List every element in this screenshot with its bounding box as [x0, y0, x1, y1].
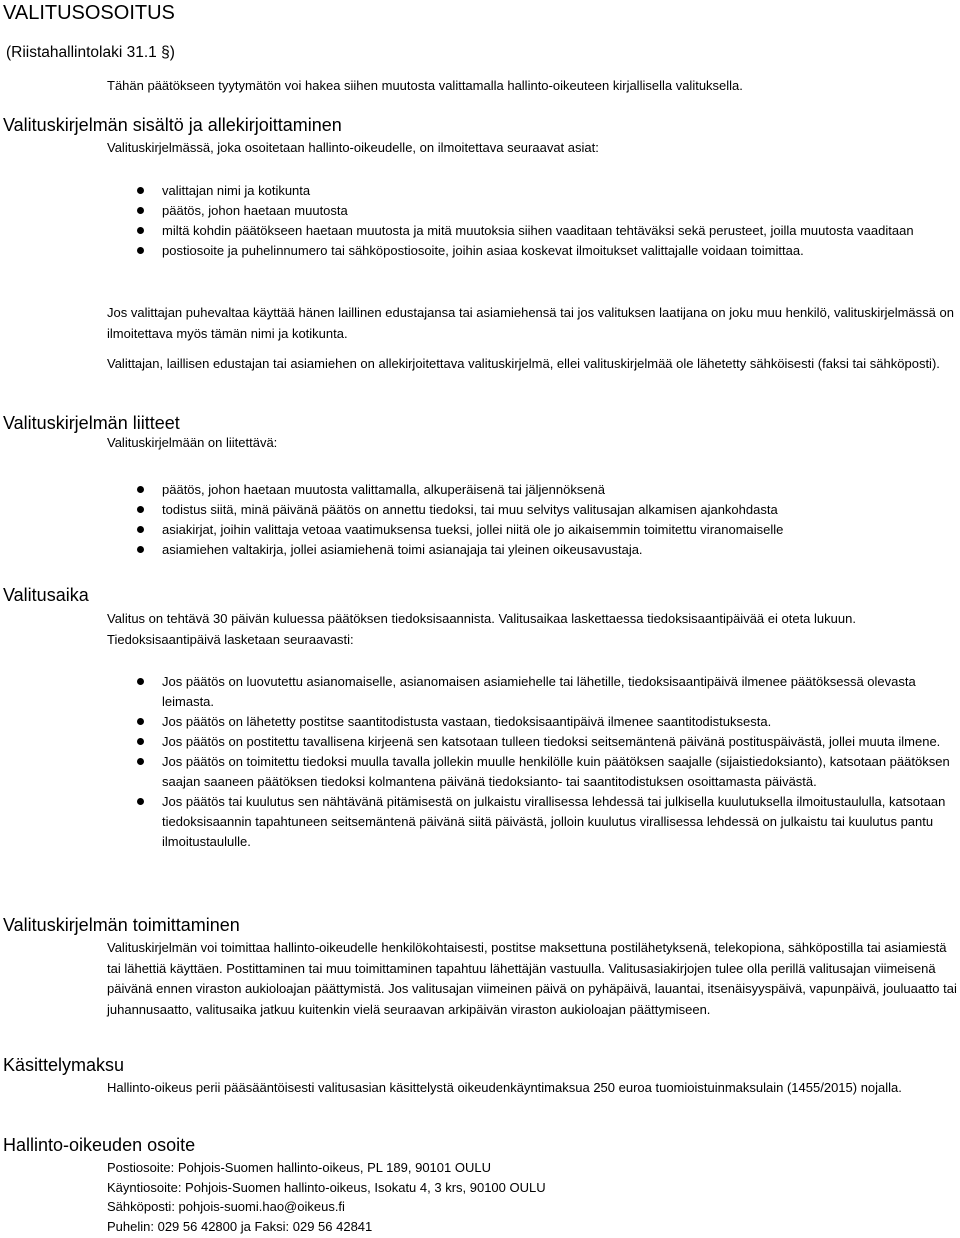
- contents-list: [137, 181, 957, 261]
- fee-paragraph: Hallinto-oikeus perii pääsääntöisesti valitusasian käsittelystä oikeudenkäyntimaksua 250 euroa tuomioistuinmaksulain (1455/2015) nojalla.: [107, 1080, 902, 1095]
- list-item: päätös, johon haetaan muutosta valittamalla, alkuperäisenä tai jäljennöksenä: [137, 480, 957, 500]
- list-item: asiakirjat, joihin valittaja vetoaa vaatimuksensa tueksi, jollei niitä ole jo aikaisemmin toimitettu viranomaiselle: [137, 520, 957, 540]
- heading-delivery: Valituskirjelmän toimittaminen: [3, 915, 240, 935]
- intro-paragraph: Tähän päätökseen tyytymätön voi hakea siihen muutosta valittamalla hallinto-oikeuteen kirjallisella valituksella.: [107, 78, 743, 93]
- attachments-list: [137, 480, 957, 560]
- postal-address: Postiosoite: Pohjois-Suomen hallinto-oikeus, PL 189, 90101 OULU: [107, 1160, 491, 1175]
- list-item: Jos päätös on luovutettu asianomaiselle, asianomaisen asiamiehelle tai lähetille, tiedoksisaantipäivä ilmenee päätöksessä olevasta leimasta.: [137, 672, 957, 712]
- signature-paragraph: Valittajan, laillisen edustajan tai asiamiehen on allekirjoitettava valituskirjelmä, ellei valituskirjelmää ole lähetetty sähköisesti (faksi tai sähköposti).: [107, 356, 940, 371]
- list-item: Jos päätös tai kuulutus sen nähtävänä pitämisestä on julkaistu virallisessa lehdessä tai julkisella kuulutuksella ilmoitustaululla, katsotaan tiedoksisaannin tapahtuneen seitsemäntenä päivänä siitä päivästä, jolloin kuulutus virallisessa lehdessä on julkaistu tai kuulutus pantu ilmoitustaululle.: [137, 792, 957, 852]
- heading-address: Hallinto-oikeuden osoite: [3, 1135, 196, 1155]
- heading-contents: Valituskirjelmän sisältö ja allekirjoittaminen: [3, 115, 342, 135]
- contents-lead: Valituskirjelmässä, joka osoitetaan hallinto-oikeudelle, on ilmoitettava seuraavat asiat:: [107, 140, 599, 155]
- list-item: Jos päätös on toimitettu tiedoksi muulla tavalla jollekin muulle henkilölle kuin päätöksen saajalle (sijaistiedoksianto), katsotaan päätöksen saajan saaneen päätöksen tiedoksi kolmantena päivänä tiedoksianto- tai saantitodistuksen osoittamasta päivästä.: [137, 752, 957, 792]
- document-subtitle: (Riistahallintolaki 31.1 §): [6, 44, 175, 61]
- email-address: Sähköposti: pohjois-suomi.hao@oikeus.fi: [107, 1199, 345, 1214]
- deadline-lead: Valitus on tehtävä 30 päivän kuluessa päätöksen tiedoksisaannista. Valitusaikaa laskettaessa tiedoksisaantipäivää ei oteta lukuun. Tiedoksisaantipäivä lasketaan seuraavasti:: [107, 611, 856, 647]
- heading-deadline: Valitusaika: [3, 585, 89, 605]
- attachments-lead: Valituskirjelmään on liitettävä:: [107, 435, 278, 450]
- list-item: todistus siitä, minä päivänä päätös on annettu tiedoksi, tai muu selvitys valitusajan alkamisen ajankohdasta: [137, 500, 957, 520]
- representative-paragraph: Jos valittajan puhevaltaa käyttää hänen laillinen edustajansa tai asiamiehensä tai jos valituksen laatijana on joku muu henkilö, valituskirjelmässä on ilmoitettava myös tämän nimi ja kotikunta.: [107, 305, 954, 341]
- list-item: Jos päätös on lähetetty postitse saantitodistusta vastaan, tiedoksisaantipäivä ilmenee saantitodistuksesta.: [137, 712, 957, 732]
- list-item: päätös, johon haetaan muutosta: [137, 201, 957, 221]
- document-title: VALITUSOSOITUS: [3, 2, 175, 24]
- delivery-paragraph: Valituskirjelmän voi toimittaa hallinto-oikeudelle henkilökohtaisesti, postitse maksettuna postilähetyksenä, telekopiona, sähköpostilla tai asiamiestä tai lähettiä käyttäen. Postittaminen tai muu toimittaminen tapahtuu lähettäjän vastuulla. Valitusasiakirjojen tulee olla perillä valitusajan viimeisenä päivänä ennen viraston aukioloajan päättymistä. Jos valitusajan viimeinen päivä on pyhäpäivä, lauantai, itsenäisyyspäivä, vapunpäivä, jouluaatto tai juhannusaatto, valitusaika jatkuu kuitenkin vielä seuraavan arkipäivän viraston aukioloajan päättymiseen.: [107, 940, 957, 1017]
- list-item: postiosoite ja puhelinnumero tai sähköpostiosoite, joihin asiaa koskevat ilmoitukset valittajalle voidaan toimittaa.: [137, 241, 957, 261]
- list-item: Jos päätös on postitettu tavallisena kirjeenä sen katsotaan tulleen tiedoksi seitsemäntenä päivänä postituspäivästä, jollei muuta ilmene.: [137, 732, 957, 752]
- heading-attachments: Valituskirjelmän liitteet: [3, 413, 180, 433]
- deadline-list: [137, 672, 957, 852]
- list-item: asiamiehen valtakirja, jollei asiamiehenä toimi asianajaja tai yleinen oikeusavustaja.: [137, 540, 957, 560]
- list-item: miltä kohdin päätökseen haetaan muutosta ja mitä muutoksia siihen vaaditaan tehtäväksi sekä perusteet, joilla muutosta vaaditaan: [137, 221, 957, 241]
- address-block: [107, 1158, 546, 1236]
- list-item: valittajan nimi ja kotikunta: [137, 181, 957, 201]
- phone-fax: Puhelin: 029 56 42800 ja Faksi: 029 56 42841: [107, 1218, 373, 1234]
- visiting-address: Käyntiosoite: Pohjois-Suomen hallinto-oikeus, Isokatu 4, 3 krs, 90100 OULU: [107, 1179, 546, 1195]
- heading-fee: Käsittelymaksu: [3, 1055, 125, 1075]
